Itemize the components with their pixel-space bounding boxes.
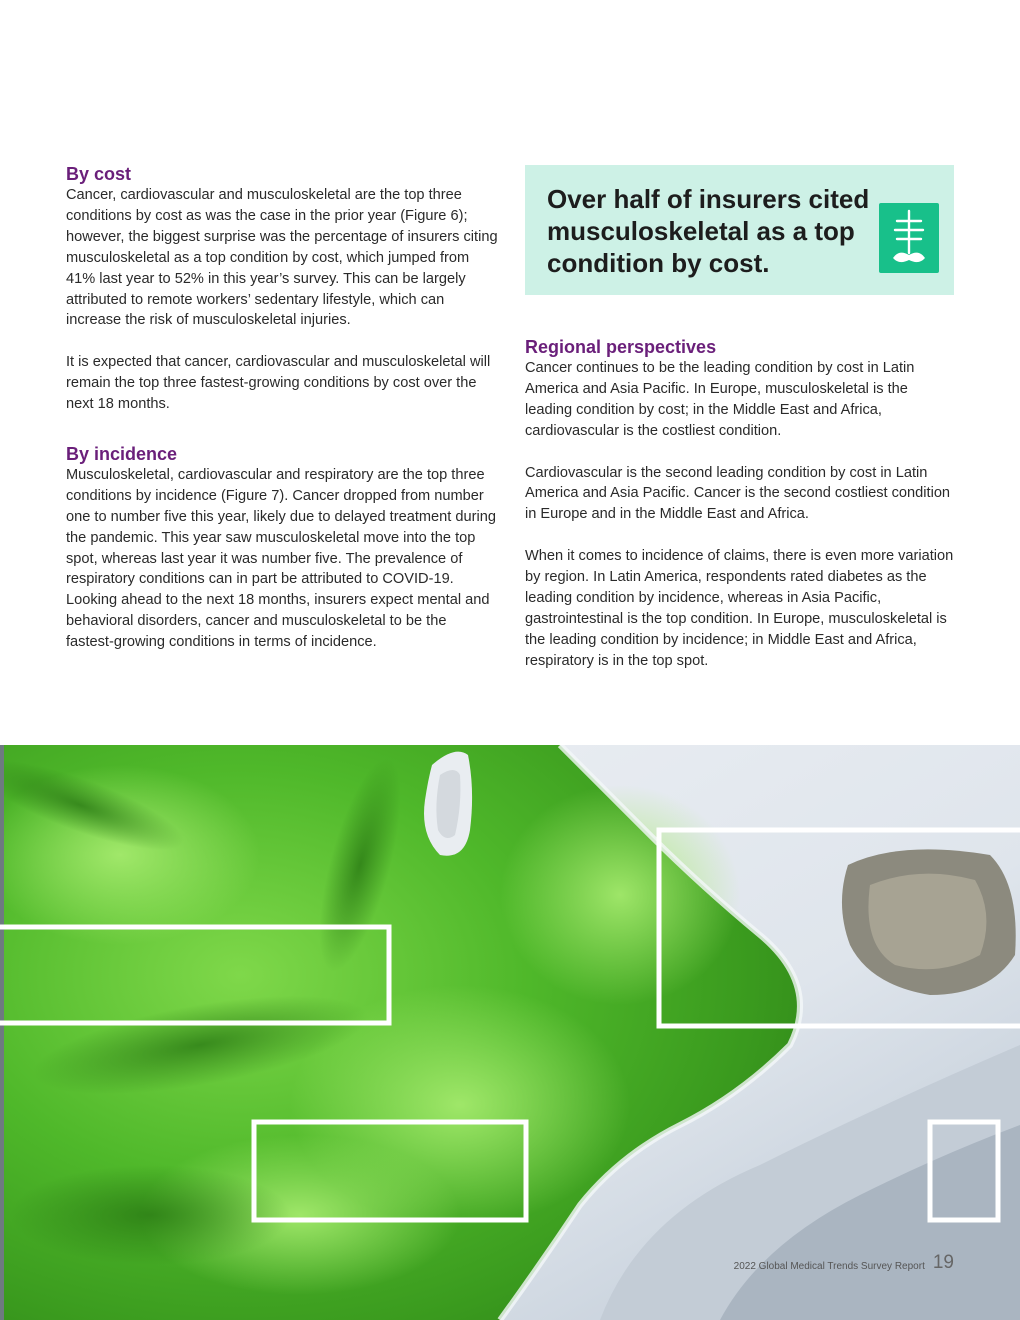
right-column (525, 336, 957, 672)
regional-paragraph-3: When it comes to incidence of claims, there is even more variation by region. In Latin America, respondents rated diabetes as the leading condition by incidence, whereas in Asia Pacific, gastrointestinal is the top condition. In Europe, musculoskeletal is the leading condition by incidence; in Middle East and Africa, respiratory is in the top spot. (525, 548, 954, 669)
left-column (66, 163, 498, 653)
regional-perspectives-heading: Regional perspectives (525, 337, 717, 357)
by-cost-paragraph-1: Cancer, cardiovascular and musculoskeletal are the top three conditions by cost as was the case in the prior year (Figure 6); however, the biggest surprise was the percentage of insurers citing musculoskeletal as a top condition by cost, which jumped from 41% last year to 52% in this year’s survey. This can be largely attributed to remote workers’ sedentary lifestyle, which can increase the risk of musculoskeletal injuries. (66, 187, 498, 329)
aerial-landscape-photo (0, 745, 1020, 1320)
by-cost-heading: By cost (66, 164, 132, 184)
by-incidence-heading: By incidence (66, 443, 178, 464)
page-footer (734, 1250, 954, 1274)
regional-paragraph-2: Cardiovascular is the second leading condition by cost in Latin America and Asia Pacific. Cancer is the second costliest condition in Europe and in the Middle East and Africa. (525, 464, 951, 523)
footer-report-title: 2022 Global Medical Trends Survey Report (733, 1261, 925, 1272)
by-incidence-paragraph: Musculoskeletal, cardiovascular and respiratory are the top three conditions by incidence (Figure 7). Cancer dropped from number one to number five this year, likely due to delayed treatment during the pandemic. This year saw musculoskeletal move into the top spot, whereas last year it was number five. The prevalence of respiratory conditions can in part be attributed to COVID-19. Looking ahead to the next 18 months, insurers expect mental and behavioral disorders, cancer and musculoskeletal to be the fastest-growing conditions in terms of incidence. (66, 466, 496, 651)
regional-paragraph-1: Cancer continues to be the leading condition by cost in Latin America and Asia Pacific. In Europe, musculoskeletal is the leading condition by cost; in the Middle East and Africa, cardiovascular is the costliest condition. (525, 360, 915, 439)
page-number: 19 (932, 1252, 954, 1273)
spine-icon (879, 203, 939, 273)
callout-box (525, 165, 954, 295)
callout-text: Over half of insurers cited musculoskeletal as a top condition by cost. (547, 184, 870, 278)
by-cost-paragraph-2: It is expected that cancer, cardiovascular and musculoskeletal will remain the top three fastest-growing conditions by cost over the next 18 months. (66, 354, 491, 413)
